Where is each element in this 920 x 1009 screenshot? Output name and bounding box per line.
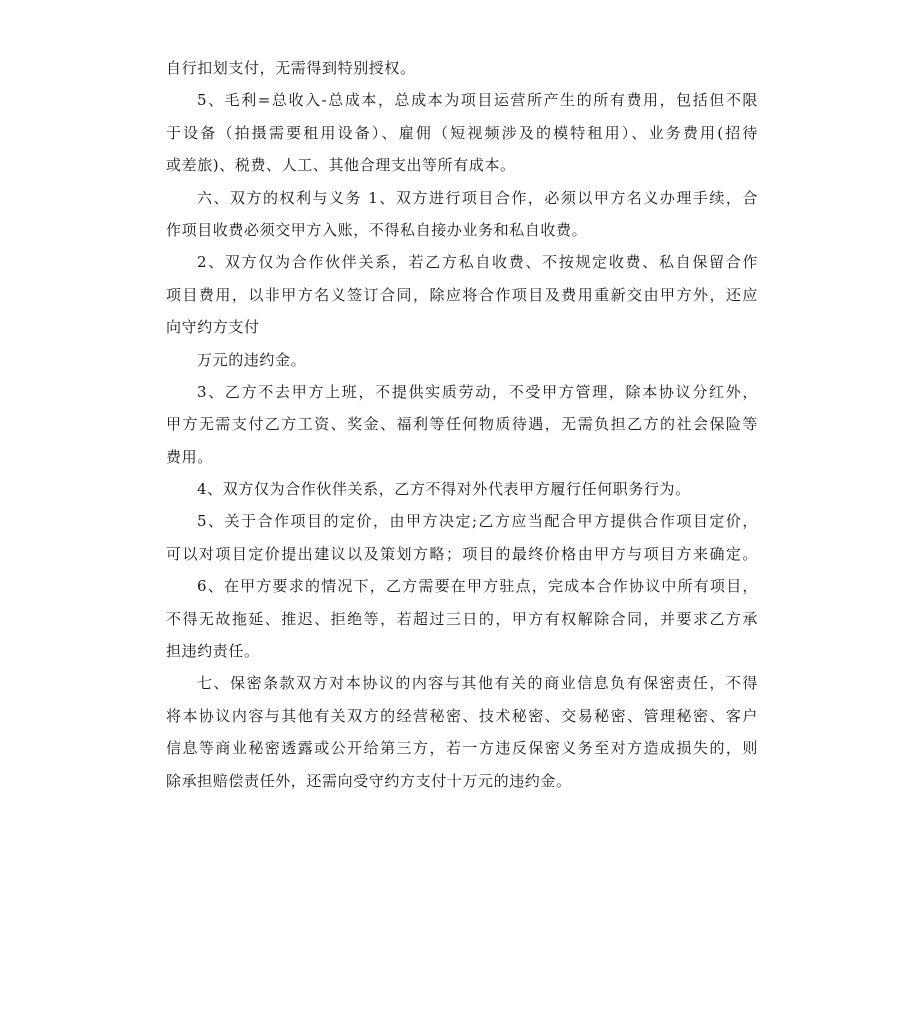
text-line: 3、乙方不去甲方上班，不提供实质劳动，不受甲方管理，除本协议分红外， — [197, 382, 758, 401]
text-line: 自行扣划支付，无需得到特别授权。 — [166, 59, 416, 77]
text-line: 七、保密条款双方对本协议的内容与其他有关的商业信息负有保密责任，不得 — [197, 674, 758, 693]
text-line: 向守约方支付 — [166, 318, 260, 337]
text-line: 或差旅)、税费、人工、其他合理支出等所有成本。 — [166, 156, 516, 175]
text-line: 费用。 — [166, 447, 213, 466]
text-line: 万元的违约金。 — [197, 350, 307, 369]
document-page — [166, 52, 758, 797]
text-line: 担违约责任。 — [166, 642, 260, 661]
text-line: 不得无故拖延、推迟、拒绝等，若超过三日的，甲方有权解除合同，并要求乙方承 — [166, 609, 758, 628]
text-line: 4、双方仅为合作伙伴关系，乙方不得对外代表甲方履行任何职务行为。 — [197, 480, 691, 499]
text-line: 除承担赔偿责任外，还需向受守约方支付十万元的违约金。 — [166, 771, 572, 790]
text-line: 2、双方仅为合作伙伴关系，若乙方私自收费、不按规定收费、私自保留合作 — [197, 253, 758, 272]
text-line: 信息等商业秘密透露或公开给第三方，若一方违反保密义务至对方造成损失的，则 — [166, 739, 758, 758]
text-line: 项目费用，以非甲方名义签订合同，除应将合作项目及费用重新交由甲方外，还应 — [166, 285, 758, 304]
text-line: 5、毛利=总收入-总成本，总成本为项目运营所产生的所有费用，包括但不限 — [197, 91, 758, 110]
text-line: 可以对项目定价提出建议以及策划方略；项目的最终价格由甲方与项目方来确定。 — [166, 544, 758, 563]
text-line: 5、关于合作项目的定价，由甲方决定;乙方应当配合甲方提供合作项目定价， — [197, 512, 758, 531]
text-line: 将本协议内容与其他有关双方的经营秘密、技术秘密、交易秘密、管理秘密、客户 — [166, 706, 758, 725]
text-line: 作项目收费必须交甲方入账，不得私自接办业务和私自收费。 — [166, 220, 588, 239]
text-line: 6、在甲方要求的情况下，乙方需要在甲方驻点，完成本合作协议中所有项目， — [197, 577, 758, 596]
text-line: 甲方无需支付乙方工资、奖金、福利等任何物质待遇，无需负担乙方的社会保险等 — [166, 415, 758, 434]
text-line: 六、双方的权利与义务 1、双方进行项目合作，必须以甲方名义办理手续，合 — [197, 188, 758, 207]
text-line: 于设备（拍摄需要租用设备）、雇佣（短视频涉及的模特租用）、业务费用(招待 — [166, 123, 758, 142]
